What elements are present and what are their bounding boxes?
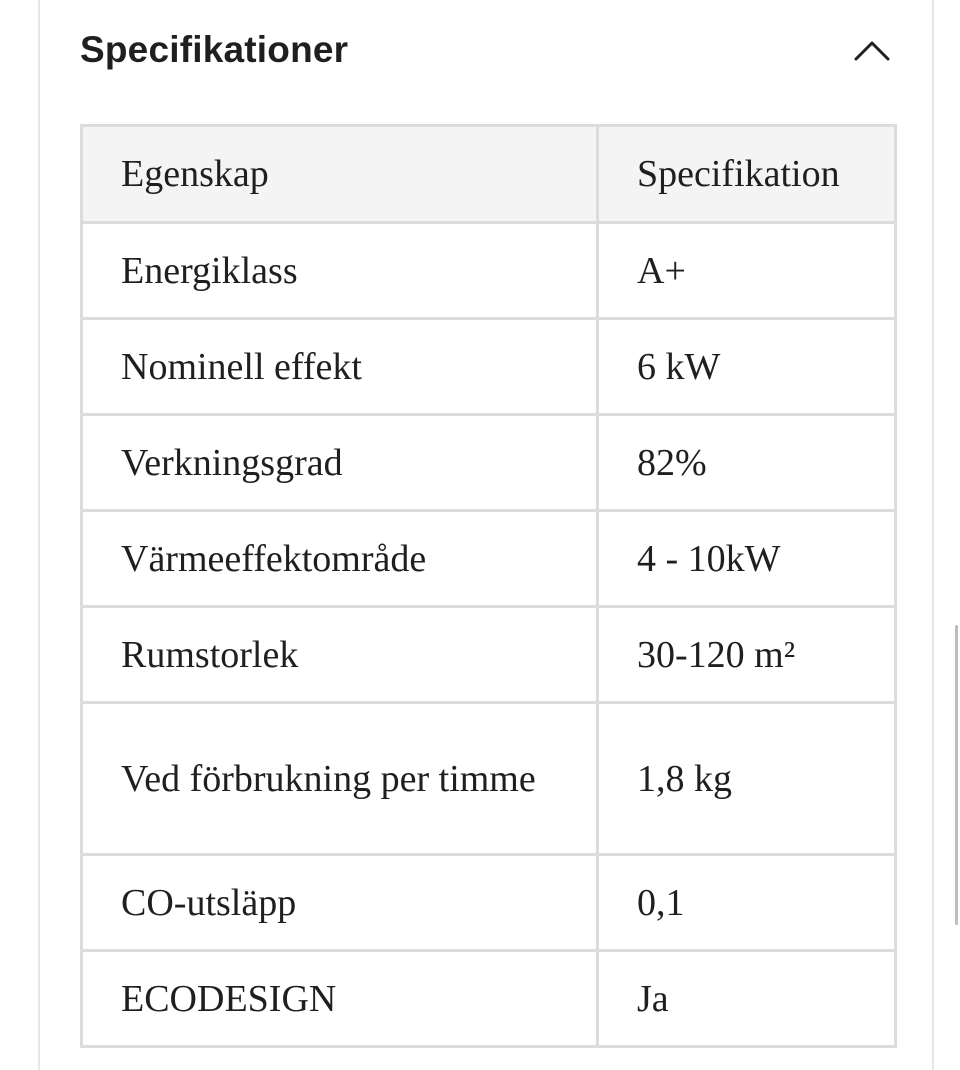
value-cell: 4 - 10kW <box>598 511 896 607</box>
property-cell: Energiklass <box>82 223 598 319</box>
property-cell: ECODESIGN <box>82 951 598 1047</box>
section-title: Specifikationer <box>80 29 349 70</box>
property-cell: CO-utsläpp <box>82 855 598 951</box>
table-row <box>82 607 896 703</box>
table-row <box>82 951 896 1047</box>
value-cell: 30-120 m² <box>598 607 896 703</box>
specifications-table <box>80 124 897 1048</box>
value-cell: Ja <box>598 951 896 1047</box>
property-cell: Rumstorlek <box>82 607 598 703</box>
chevron-up-icon[interactable] <box>852 30 892 70</box>
property-cell: Verkningsgrad <box>82 415 598 511</box>
panel-left-border <box>38 0 40 1070</box>
value-cell: 0,1 <box>598 855 896 951</box>
panel-right-border <box>932 0 934 1070</box>
table-header-row <box>82 126 896 223</box>
specifications-accordion-header[interactable] <box>80 20 894 80</box>
table-header <box>82 126 896 223</box>
chevron-up-icon-svg <box>854 39 890 61</box>
table-row <box>82 703 896 855</box>
value-cell: A+ <box>598 223 896 319</box>
property-cell: Värmeeffektområde <box>82 511 598 607</box>
table-body <box>82 223 896 1047</box>
table-row <box>82 319 896 415</box>
value-cell: 1,8 kg <box>598 703 896 855</box>
table-row <box>82 415 896 511</box>
property-cell: Ved förbrukning per timme <box>82 703 598 855</box>
value-cell: 82% <box>598 415 896 511</box>
table-row <box>82 511 896 607</box>
property-cell: Nominell effekt <box>82 319 598 415</box>
value-cell: 6 kW <box>598 319 896 415</box>
column-header-property: Egenskap <box>82 126 598 223</box>
column-header-specification: Specifikation <box>598 126 896 223</box>
table-row <box>82 855 896 951</box>
table-row <box>82 223 896 319</box>
scrollbar[interactable] <box>955 625 958 925</box>
